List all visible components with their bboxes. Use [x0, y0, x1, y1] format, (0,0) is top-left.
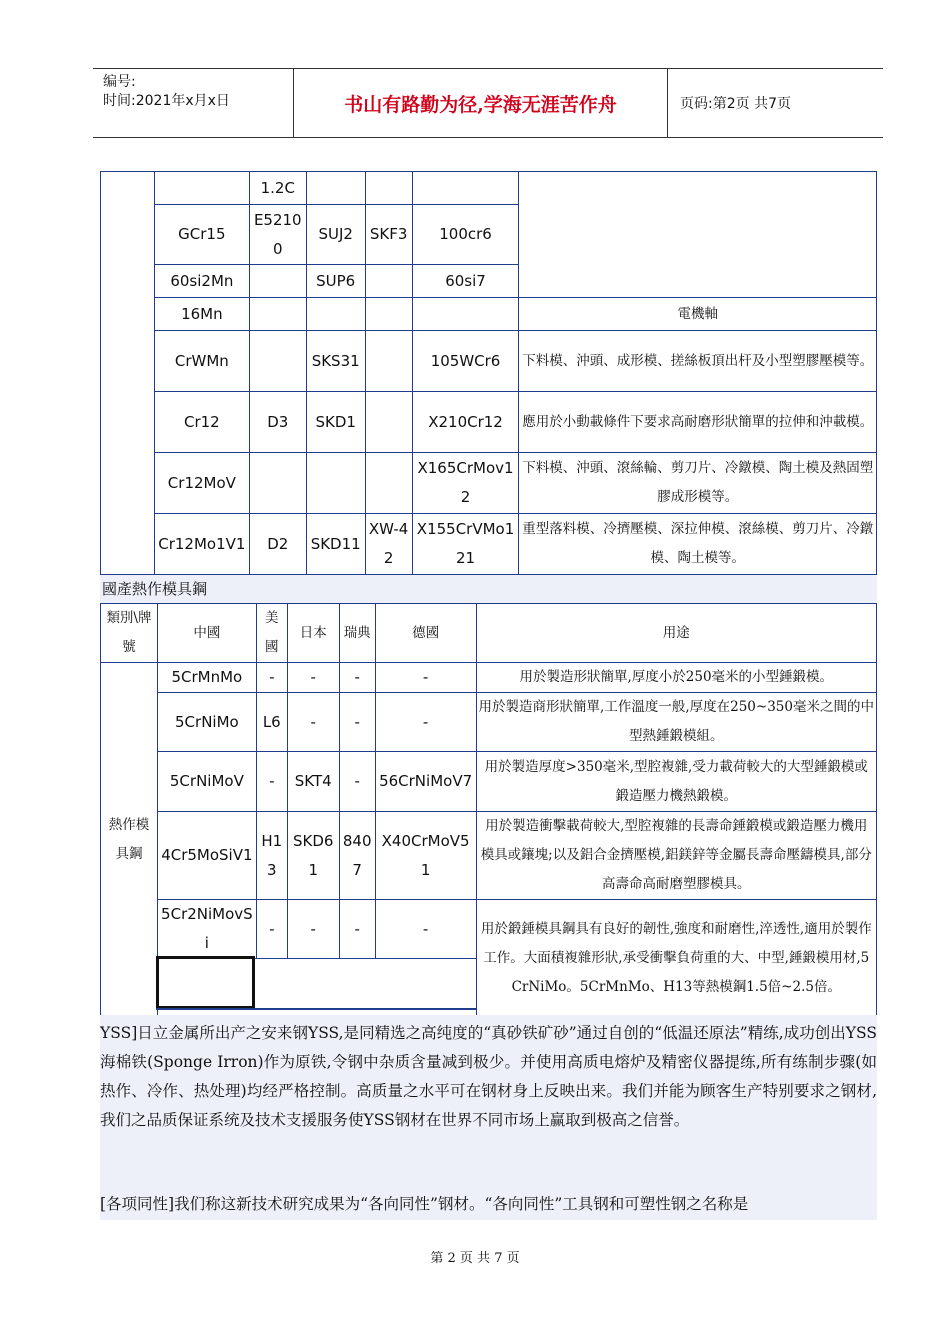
jp-cell — [306, 453, 365, 514]
use-cell: 電機軸 — [519, 298, 877, 331]
jp-cell: SKT4 — [287, 752, 339, 812]
cn-cell: 5CrNiMo — [157, 693, 256, 752]
grade-cell: Cr12 — [154, 392, 249, 453]
jp-cell: - — [287, 693, 339, 752]
se-cell: 8407 — [339, 812, 375, 900]
cn-cell: 5CrMnMo — [157, 663, 256, 693]
de-cell: - — [375, 693, 476, 752]
se-cell: - — [339, 663, 375, 693]
table-row — [101, 812, 877, 900]
use-cell: 用於製造衝擊載荷較大,型腔複雜的長壽命錘鍛模或鍛造壓力機用模具或鑲塊;以及鋁合金擠壓模,鋁鎂鋅等金屬長壽命壓鑄模具,部分高壽命高耐磨塑膠模具。 — [476, 812, 876, 900]
se-cell — [365, 331, 412, 392]
jp-cell: SKS31 — [306, 331, 365, 392]
grade-cell: Cr12MoV — [154, 453, 249, 514]
header-us: 美國 — [256, 604, 287, 663]
number-label: 编号: — [103, 74, 136, 90]
jp-cell: SUJ2 — [306, 205, 365, 265]
use-cell: 用於製造厚度>350毫米,型腔複雜,受力載荷較大的大型錘鍛模或鍛造壓力機熱鍛模。 — [476, 752, 876, 812]
us-cell — [249, 298, 306, 331]
grade-cell — [154, 172, 249, 205]
page-footer: 第 2 页 共 7 页 — [430, 1251, 520, 1266]
section-title: 國產熱作模具鋼 — [102, 580, 208, 598]
us-cell: H13 — [256, 812, 287, 900]
cold-work-steel-table — [100, 171, 877, 575]
page-info: 页码:第2页 共7页 — [680, 96, 791, 112]
se-cell — [365, 453, 412, 514]
de-cell: X155CrVMo121 — [412, 514, 519, 575]
cn-cell: 5CrNiMoV — [157, 752, 256, 812]
use-cell: 下料模、沖頭、成形模、搓絲板頂出杆及小型塑膠壓模等。 — [519, 331, 877, 392]
jp-cell: - — [287, 900, 339, 959]
us-cell: - — [256, 663, 287, 693]
se-cell: SKF3 — [365, 205, 412, 265]
se-cell: XW-42 — [365, 514, 412, 575]
motto: 书山有路勤为径,学海无涯苦作舟 — [344, 93, 617, 116]
table-row — [101, 172, 877, 205]
de-cell: - — [375, 663, 476, 693]
header-jp: 日本 — [287, 604, 339, 663]
table-row — [101, 392, 877, 453]
use-cell: 用於製造商形狀簡單,工作溫度一般,厚度在250~350毫米之間的中型熱錘鍛模組。 — [476, 693, 876, 752]
table-row — [101, 752, 877, 812]
se-cell — [365, 265, 412, 298]
se-cell: - — [339, 693, 375, 752]
header-meta — [93, 69, 294, 137]
table-row — [101, 453, 877, 514]
se-cell: - — [339, 900, 375, 959]
us-cell: E52100 — [249, 205, 306, 265]
de-cell — [412, 172, 519, 205]
cn-cell: 4Cr5MoSiV1 — [157, 812, 256, 900]
de-cell: 60si7 — [412, 265, 519, 298]
table-header-row — [101, 604, 877, 663]
table-row — [101, 514, 877, 575]
table-row — [101, 298, 877, 331]
us-cell — [249, 331, 306, 392]
table-row — [101, 900, 877, 959]
jp-cell: SKD61 — [287, 812, 339, 900]
page-header — [93, 68, 883, 138]
jp-cell: SKD1 — [306, 392, 365, 453]
jp-cell: - — [287, 663, 339, 693]
header-category: 類別\牌號 — [101, 604, 158, 663]
use-cell: 重型落料模、冷擠壓模、深拉伸模、滾絲模、剪刀片、冷鐓模、陶土模等。 — [519, 514, 877, 575]
header-de: 德國 — [375, 604, 476, 663]
jp-cell — [306, 172, 365, 205]
header-cn: 中國 — [157, 604, 256, 663]
use-cell — [519, 172, 877, 298]
de-cell: X210Cr12 — [412, 392, 519, 453]
us-cell: L6 — [256, 693, 287, 752]
de-cell: - — [375, 900, 476, 959]
grade-cell: Cr12Mo1V1 — [154, 514, 249, 575]
section-band — [100, 575, 877, 603]
us-cell: D2 — [249, 514, 306, 575]
de-cell: X40CrMoV51 — [375, 812, 476, 900]
table-row — [101, 663, 877, 693]
de-cell: 105WCr6 — [412, 331, 519, 392]
table-row — [101, 693, 877, 752]
table-row — [101, 331, 877, 392]
cn-cell: 5Cr2NiMovSi — [157, 900, 256, 959]
drawn-box — [156, 956, 255, 1009]
us-cell — [249, 453, 306, 514]
use-cell: 下料模、沖頭、滾絲輪、剪刀片、冷鐓模、陶土模及熱固塑膠成形模等。 — [519, 453, 877, 514]
de-cell: 56CrNiMoV7 — [375, 752, 476, 812]
category-cell: 熱作模具鋼 — [101, 663, 158, 1017]
us-cell: - — [256, 752, 287, 812]
jp-cell: SUP6 — [306, 265, 365, 298]
category-cell — [101, 172, 155, 575]
time-label: 时间:2021年x月x日 — [103, 93, 230, 109]
se-cell — [365, 392, 412, 453]
header-se: 瑞典 — [339, 604, 375, 663]
jp-cell: SKD11 — [306, 514, 365, 575]
se-cell — [365, 298, 412, 331]
grade-cell: 16Mn — [154, 298, 249, 331]
us-cell: 1.2C — [249, 172, 306, 205]
use-cell: 應用於小動載條件下要求高耐磨形狀簡單的拉伸和沖載模。 — [519, 392, 877, 453]
se-cell: - — [339, 752, 375, 812]
use-cell: 用於鍛錘模具鋼具有良好的韌性,強度和耐磨性,淬透性,適用於製作工作。大面積複雜形狀,承受衝擊負荷重的大、中型,錘鍛模用材,5CrNiMo。5CrMnMo、H13等熱模鋼1.5倍~2.5倍。 — [476, 900, 876, 1017]
header-motto-cell — [294, 69, 668, 137]
drawn-line — [156, 1008, 476, 1010]
grade-cell: CrWMn — [154, 331, 249, 392]
grade-cell: 60si2Mn — [154, 265, 249, 298]
paragraph-yss: YSS]日立金属所出产之安来钢YSS,是同精选之高纯度的“真砂铁矿砂”通过自创的“低温还原法”精练,成功创出YSS海棉铁(Sponge Irron)作为原铁,令钢中杂质含量减到极少。并使用高质电熔炉及精密仪器提练,所有练制步骤(如热作、冷作、热处理)均经严格控制。高质量之水平可在钢材身上反映出来。我们并能为顾客生产特别要求之钢材,我们之品质保证系统及技术支援服务使YSS钢材在世界不同市场上赢取到极高之信誉。 — [100, 1024, 877, 1129]
jp-cell — [306, 298, 365, 331]
us-cell: D3 — [249, 392, 306, 453]
paragraph-isotropic: [各项同性]我们称这新技术研究成果为“各向同性”钢材。“各向同性”工具钢和可塑性钢之名称是 — [100, 1195, 749, 1213]
de-cell — [412, 298, 519, 331]
us-cell: - — [256, 900, 287, 959]
header-use: 用途 — [476, 604, 876, 663]
se-cell — [365, 172, 412, 205]
grade-cell: GCr15 — [154, 205, 249, 265]
us-cell — [249, 265, 306, 298]
de-cell: 100cr6 — [412, 205, 519, 265]
use-cell: 用於製造形狀簡單,厚度小於250毫米的小型錘鍛模。 — [476, 663, 876, 693]
de-cell: X165CrMov12 — [412, 453, 519, 514]
header-page-cell — [668, 69, 883, 137]
hot-work-steel-table — [100, 603, 877, 1017]
